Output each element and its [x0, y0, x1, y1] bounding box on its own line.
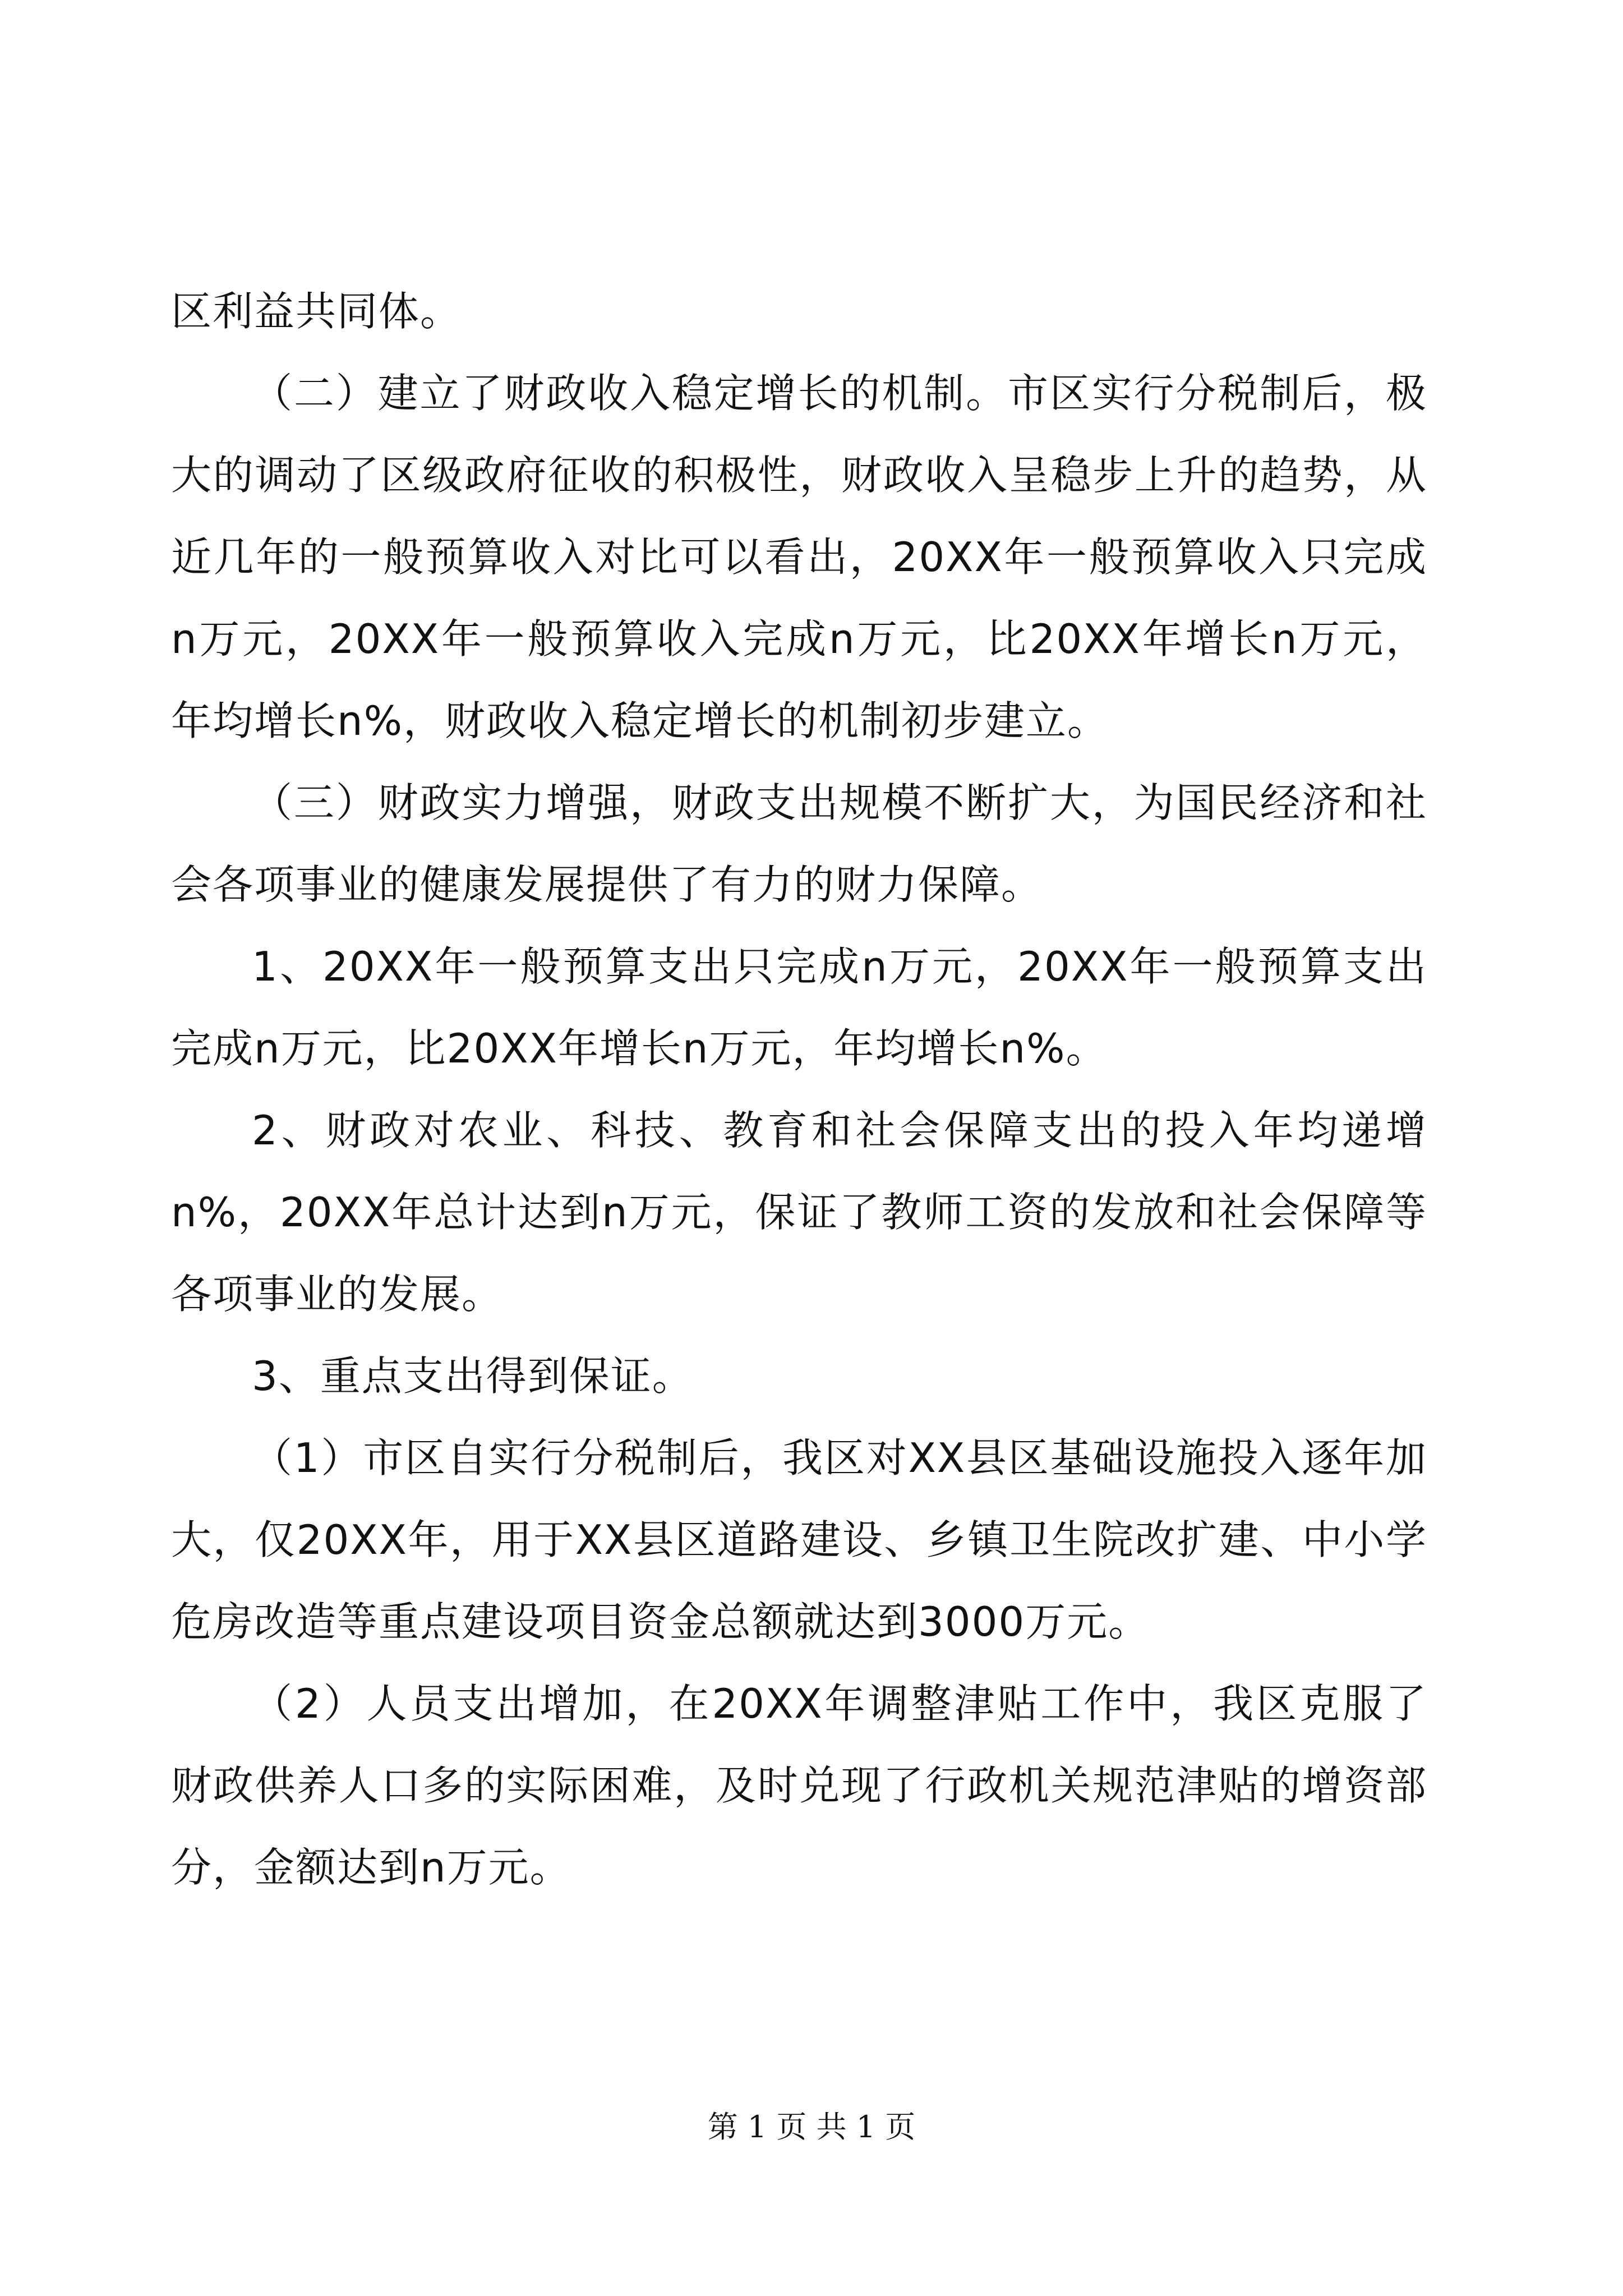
paragraph-4: 1、20XX年一般预算支出只完成n万元，20XX年一般预算支出完成n万元，比20XX年增长n万元，年均增长n%。	[171, 943, 1427, 1072]
paragraph-6: 3、重点支出得到保证。	[252, 1352, 694, 1400]
paragraph-7: （1）市区自实行分税制后，我区对XX县区基础设施投入逐年加大，仅20XX年，用于XX县区道路建设、乡镇卫生院改扩建、中小学危房改造等重点建设项目资金总额就达到3000万元。	[171, 1434, 1427, 1645]
paragraph-1: 区利益共同体。	[171, 288, 462, 335]
paragraph-3: （三）财政实力增强，财政支出规模不断扩大，为国民经济和社会各项事业的健康发展提供了有力的财力保障。	[171, 779, 1427, 908]
document-body	[171, 270, 1427, 1908]
page-footer: 第 1 页 共 1 页	[707, 2109, 916, 2145]
paragraph-5: 2、财政对农业、科技、教育和社会保障支出的投入年均递增n%，20XX年总计达到n万元，保证了教师工资的发放和社会保障等各项事业的发展。	[171, 1107, 1427, 1318]
paragraph-8: （2）人员支出增加，在20XX年调整津贴工作中，我区克服了财政供养人口多的实际困难，及时兑现了行政机关规范津贴的增资部分，金额达到n万元。	[171, 1680, 1427, 1891]
paragraph-2: （二）建立了财政收入稳定增长的机制。市区实行分税制后，极大的调动了区级政府征收的积极性，财政收入呈稳步上升的趋势，从近几年的一般预算收入对比可以看出，20XX年一般预算收入只完成n万元，20XX年一般预算收入完成n万元，比20XX年增长n万元，年均增长n%，财政收入稳定增长的机制初步建立。	[171, 370, 1427, 744]
